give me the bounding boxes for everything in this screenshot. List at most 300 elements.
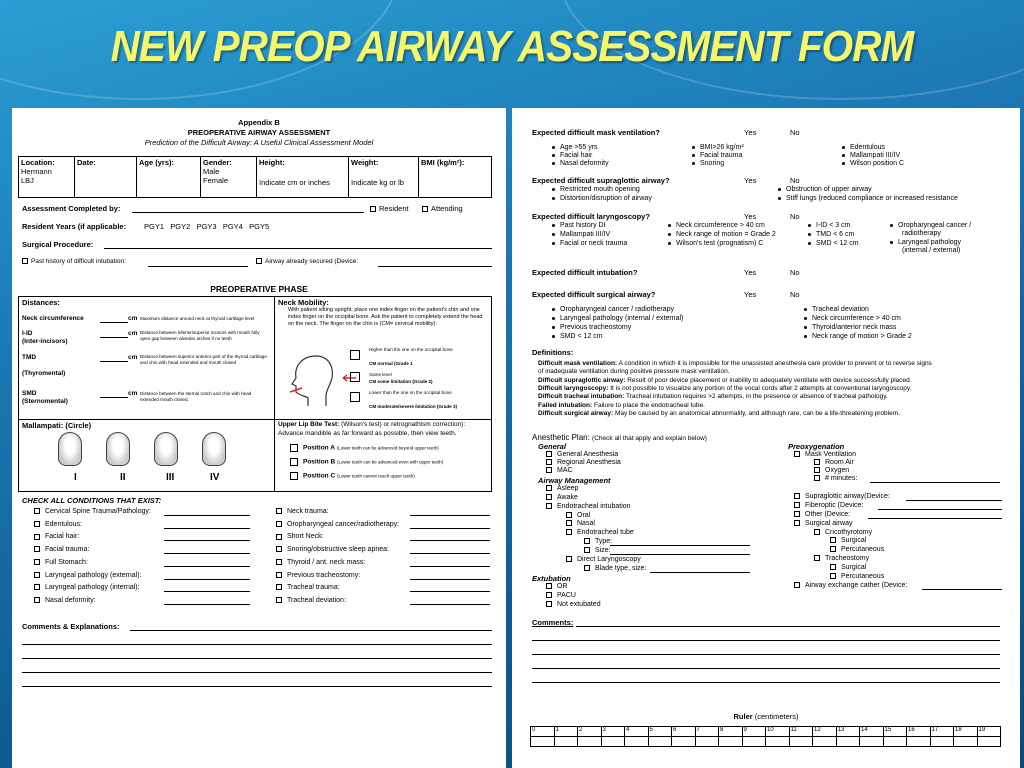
minutes-field[interactable] [870, 482, 1000, 483]
pgy-option[interactable]: PGY5 [249, 222, 270, 231]
cm-option-text: Higher than the one on the occipital bone [369, 347, 453, 352]
weight-field[interactable] [349, 157, 419, 198]
ruler-tick-label: 11 [789, 727, 813, 737]
risk-factor[interactable]: I-ID < 3 cm [808, 222, 850, 229]
surgical-procedure-label: Surgical Procedure: [22, 240, 94, 249]
checkbox-icon [290, 444, 298, 452]
comments-line[interactable] [22, 672, 492, 673]
ruler-tick-label: 5 [648, 727, 672, 737]
risk-factor[interactable]: Facial hair [552, 152, 592, 159]
plan-option[interactable]: Room Air [814, 459, 854, 466]
condition-field[interactable] [164, 553, 250, 554]
comments-field[interactable] [576, 626, 1000, 627]
plan-option[interactable]: Percutaneous [830, 573, 884, 580]
definition-row [538, 410, 900, 417]
plan-option[interactable]: Surgical [830, 537, 866, 544]
risk-factor[interactable]: Facial trauma [692, 152, 742, 159]
plan-option[interactable]: Awake [546, 494, 578, 501]
distance-description: Distance between inferior/superior incisors with mouth fully open gap between alveolar arches if no teeth [140, 330, 260, 341]
no-option[interactable]: No [790, 176, 800, 185]
risk-factor[interactable]: Past history DI [552, 222, 606, 229]
form-heading: PREOPERATIVE AIRWAY ASSESSMENT [187, 128, 331, 137]
ruler-cell [860, 737, 884, 747]
risk-factor[interactable]: Mallampati III/IV [842, 152, 900, 159]
yes-option[interactable]: Yes [744, 212, 757, 221]
position-description: (Lower teeth can be advanced even with upper teeth) [336, 459, 444, 465]
ulbt-instructions: Advance mandible as far forward as possible, then view teeth. [278, 430, 457, 437]
ruler-cell [836, 737, 860, 747]
distance-subname: (Thyromental) [22, 370, 66, 377]
comments-line[interactable] [532, 654, 1000, 655]
plan-option[interactable]: Fiberoptic (Device: [794, 502, 863, 509]
cm-option-grade: CM moderate/severe limitation (Grade 3) [369, 404, 458, 409]
condition-item[interactable]: Facial trauma: [34, 546, 89, 553]
plan-option[interactable]: Regional Anesthesia [546, 459, 621, 466]
comments-line[interactable] [22, 686, 492, 687]
yes-option[interactable]: Yes [744, 290, 757, 299]
airway-secured-field[interactable] [378, 266, 492, 267]
tube-size-field[interactable] [610, 554, 750, 555]
completed-by-field[interactable] [132, 212, 364, 213]
mallampati-grade-label[interactable]: IV [210, 472, 220, 483]
condition-field[interactable] [164, 528, 250, 529]
mallampati-class-3-image[interactable] [154, 432, 178, 466]
ruler-cell [766, 737, 790, 747]
pgy-option[interactable]: PGY2 [170, 222, 191, 231]
comments-field[interactable] [130, 630, 492, 631]
ruler-cell [648, 737, 672, 747]
airway-secured-label: Airway already secured (Device: [265, 258, 359, 265]
ruler-cell [954, 737, 978, 747]
ulbt-note: (Wilson's test) or retrognathism correction): [341, 421, 466, 428]
ruler-cell [719, 737, 743, 747]
position-label: Position A [303, 444, 335, 452]
cm-grade3-checkbox[interactable] [350, 392, 360, 402]
date-label: Date: [77, 158, 96, 167]
risk-factor[interactable]: Laryngeal pathology [890, 239, 961, 246]
distance-field[interactable] [100, 397, 128, 398]
ruler-tick-label: 16 [907, 727, 931, 737]
condition-field[interactable] [410, 540, 490, 541]
attending-label: Attending [431, 204, 463, 213]
distance-subname: (Sternomental) [22, 398, 68, 405]
risk-factor[interactable]: Neck range of motion > Grade 2 [804, 333, 912, 340]
plan-option[interactable]: PACU [546, 592, 576, 599]
pgy-options[interactable] [144, 222, 269, 231]
condition-field[interactable] [164, 579, 250, 580]
plan-option[interactable]: MAC [546, 467, 573, 474]
ruler-tick-label: 2 [578, 727, 602, 737]
blade-field[interactable] [650, 572, 750, 573]
definition-term: Difficult surgical airway: [538, 409, 614, 417]
risk-factor[interactable]: Neck circumference > 40 cm [668, 222, 765, 229]
condition-field[interactable] [410, 566, 490, 567]
distance-field[interactable] [100, 322, 128, 323]
ruler-tick-label: 3 [601, 727, 625, 737]
past-history-checkbox[interactable] [22, 258, 126, 265]
question-surgical-airway: Expected difficult surgical airway? [532, 290, 656, 299]
plan-option[interactable]: Endotracheal intubation [546, 503, 631, 510]
ruler-cell [625, 737, 649, 747]
distance-unit: cm [128, 330, 138, 337]
pgy-option[interactable]: PGY1 [144, 222, 165, 231]
comments-line[interactable] [22, 644, 492, 645]
condition-item[interactable]: Laryngeal pathology (external): [34, 572, 142, 579]
checkbox-icon [290, 472, 298, 480]
condition-field[interactable] [410, 553, 490, 554]
risk-factor[interactable]: SMD < 12 cm [808, 240, 859, 247]
yes-option[interactable]: Yes [744, 128, 757, 137]
attending-checkbox[interactable] [422, 204, 463, 213]
ruler-cell [883, 737, 907, 747]
ruler-unit: (centimeters) [754, 712, 799, 721]
cm-option-grade: CM normal (Grade 1 [369, 361, 413, 366]
ruler-tick-label: 9 [742, 727, 766, 737]
distance-description: Maximum distance around neck at thyroid cartilage level [140, 316, 255, 321]
resident-label: Resident [379, 204, 409, 213]
appendix-label: Appendix B [238, 118, 280, 127]
column-divider [274, 296, 275, 492]
risk-factor[interactable]: Mallampati III/IV [552, 231, 610, 238]
definition-row [538, 368, 730, 375]
definition-row [538, 385, 911, 392]
no-option[interactable]: No [790, 128, 800, 137]
definition-text: It is not possible to visualize any portion of the vocal cords after 2 attempts at conventional laryngoscopy. [610, 384, 912, 392]
ruler-cell [813, 737, 837, 747]
definition-row [538, 377, 912, 384]
plan-option[interactable]: Endotracheal tube [566, 529, 634, 536]
plan-option[interactable]: Airway exchange cather (Device: [794, 582, 907, 589]
position-description: (Lower teeth cannot reach upper teeth) [336, 473, 415, 479]
risk-factor[interactable]: BMI>26 kg/m² [692, 144, 744, 151]
plan-option[interactable]: Tracheostomy [814, 555, 869, 562]
position-b-checkbox[interactable] [290, 458, 443, 466]
condition-item[interactable]: Tracheal deviation: [276, 597, 346, 604]
plan-option[interactable]: Cricothyrotomy [814, 529, 872, 536]
comments-label: Comments: [532, 618, 574, 627]
preoxygenation-heading: Preoxygenation [788, 442, 845, 451]
ruler-tick-label: 18 [954, 727, 978, 737]
mallampati-grade-label[interactable]: III [166, 472, 175, 483]
anesthetic-plan-note: (Check all that apply and explain below) [592, 435, 707, 442]
definition-row [538, 402, 705, 409]
plan-option[interactable]: Type: [584, 538, 612, 545]
pgy-option[interactable]: PGY3 [196, 222, 217, 231]
risk-factor[interactable]: Neck range of motion = Grade 2 [668, 231, 776, 238]
question-mask-ventilation: Expected difficult mask ventilation? [532, 128, 660, 137]
checkbox-icon [370, 206, 376, 212]
condition-item[interactable]: Previous tracheostomy: [276, 572, 360, 579]
risk-factor[interactable]: Wilson's test (prognatism) C [668, 240, 763, 247]
ruler-tick-label: 0 [531, 727, 555, 737]
mallampati-class-1-image[interactable] [58, 432, 82, 466]
form-page-left [12, 108, 506, 768]
condition-field[interactable] [410, 528, 490, 529]
row-divider [18, 419, 492, 420]
plan-option[interactable]: General Anesthesia [546, 451, 618, 458]
ruler-cell [977, 737, 1001, 747]
definitions-heading: Definitions: [532, 348, 574, 357]
comments-line[interactable] [532, 682, 1000, 683]
distance-unit: cm [128, 354, 138, 361]
airway-secured-checkbox[interactable] [256, 258, 358, 265]
plan-option[interactable]: Nasal [566, 520, 595, 527]
gender-option-female[interactable]: Female [203, 176, 229, 185]
general-heading: General [538, 442, 566, 451]
neck-mobility-instructions: With patient sitting upright, place one index finger on the patient's chin and one index finger on the occipital bone. Ask the patient to completely extend the head on the neck. The finger on the chin is (CM= cervical mobility): [288, 307, 483, 327]
plan-option[interactable]: OR [546, 583, 568, 590]
condition-item[interactable]: Short Neck: [276, 533, 324, 540]
comments-line[interactable] [22, 658, 492, 659]
risk-factor[interactable]: Snoring [692, 160, 724, 167]
risk-factor-continued: radiotherapy [902, 230, 941, 237]
surgical-procedure-field[interactable] [104, 248, 492, 249]
distance-description: Distance between superior anterior part of the thyroid cartilage and chin with head extended and mouth closed [140, 354, 267, 365]
resident-checkbox[interactable] [370, 204, 409, 213]
weight-label: Weight: [351, 158, 379, 167]
age-label: Age (yrs): [139, 158, 175, 167]
risk-factor[interactable]: Nasal deformity [552, 160, 609, 167]
resident-years-label: Resident Years (if applicable: [22, 222, 127, 231]
mallampati-images [46, 432, 238, 471]
question-supraglottic: Expected difficult supraglottic airway? [532, 176, 670, 185]
device-field[interactable] [906, 500, 1002, 501]
risk-factor-continued: (internal / external) [902, 247, 961, 254]
cm-grade2-checkbox[interactable] [350, 372, 360, 382]
definition-term: Failed intubation: [538, 401, 593, 409]
pgy-option[interactable]: PGY4 [222, 222, 243, 231]
checkbox-icon [22, 258, 28, 264]
condition-field[interactable] [410, 579, 490, 580]
device-field[interactable] [868, 518, 1002, 519]
ruler-scale [530, 726, 1001, 747]
risk-factor[interactable]: Laryngeal pathology (internal / external) [552, 315, 683, 322]
form-subheading: Prediction of the Difficult Airway: A Useful Clinical Assessment Model [144, 138, 374, 147]
cm-option-grade: CM some limitation (Grade 2) [369, 379, 433, 384]
date-field[interactable] [75, 157, 137, 198]
risk-factor[interactable]: Thyroid/anterior neck mass [804, 324, 896, 331]
definition-text: Result of poor device placement or inability to adequately ventilate with device successfully placed. [627, 376, 912, 384]
height-label: Height: [259, 158, 285, 167]
condition-field[interactable] [164, 540, 250, 541]
checkbox-icon [422, 206, 428, 212]
ruler-label: Ruler [733, 712, 753, 721]
distance-name: I-ID [22, 330, 33, 337]
plan-option[interactable]: Percutaneous [830, 546, 884, 553]
ruler-tick-label: 6 [672, 727, 696, 737]
location-option-hermann[interactable]: Hermann [21, 167, 52, 176]
completed-by-label: Assessment Completed by: [22, 204, 121, 213]
comments-line[interactable] [532, 640, 1000, 641]
checkbox-icon [290, 458, 298, 466]
definition-term: Difficult laryngoscopy: [538, 384, 609, 392]
definition-row [538, 360, 932, 367]
position-a-checkbox[interactable] [290, 444, 439, 452]
definition-term: Difficult mask ventilation: [538, 360, 618, 367]
plan-option[interactable]: Not extubated [546, 601, 601, 608]
position-c-checkbox[interactable] [290, 472, 415, 480]
plan-option[interactable]: Blade type, size: [584, 565, 646, 572]
mallampati-label: Mallampati: (Circle) [22, 421, 92, 430]
bmi-field[interactable] [419, 157, 492, 198]
definition-text: of inadequate ventilation during positive pressure mask ventilation. [538, 368, 730, 376]
ruler-cell [742, 737, 766, 747]
risk-factor[interactable]: Obstruction of upper airway [778, 186, 872, 193]
definition-row [538, 393, 888, 400]
condition-item[interactable]: Edentulous: [34, 521, 82, 528]
condition-field[interactable] [410, 604, 490, 605]
ruler-cell [695, 737, 719, 747]
risk-factor[interactable]: Oropharyngeal cancer / radiotherapy [552, 306, 674, 313]
plan-option[interactable]: Asleep [546, 485, 578, 492]
risk-factor[interactable]: Wilson position C [842, 160, 904, 167]
anesthetic-plan-label: Anesthetic Plan: [532, 433, 590, 442]
check-conditions-heading: CHECK ALL CONDITIONS THAT EXIST: [22, 496, 162, 505]
preoperative-phase-heading: PREOPERATIVE PHASE [210, 284, 308, 294]
ruler-tick-label: 13 [836, 727, 860, 737]
condition-field[interactable] [164, 515, 250, 516]
distance-field[interactable] [100, 337, 128, 338]
plan-option[interactable]: # minutes: [814, 475, 857, 482]
airway-management-heading: Airway Management [538, 476, 611, 485]
plan-option[interactable]: Direct Laryngoscopy [566, 556, 641, 563]
risk-factor[interactable]: Previous tracheostomy [552, 324, 631, 331]
device-field[interactable] [878, 509, 1002, 510]
risk-factor[interactable]: TMD < 6 cm [808, 231, 854, 238]
ruler-cell [907, 737, 931, 747]
form-page-right [512, 108, 1020, 768]
condition-item[interactable]: Cervical Spine Trauma/Pathology: [34, 508, 151, 515]
ruler-cell [578, 737, 602, 747]
condition-item[interactable]: Tracheal trauma: [276, 584, 340, 591]
no-option[interactable]: No [790, 212, 800, 221]
ruler-tick-label: 12 [813, 727, 837, 737]
risk-factor[interactable]: Distortion/disruption of airway [552, 195, 652, 202]
ruler-tick-label: 14 [860, 727, 884, 737]
position-label: Position C [303, 472, 336, 480]
risk-factor[interactable]: Age >55 yrs [552, 144, 598, 151]
mallampati-class-2-image[interactable] [106, 432, 130, 466]
risk-factor[interactable]: SMD < 12 cm [552, 333, 603, 340]
comments-line[interactable] [532, 668, 1000, 669]
plan-option[interactable]: Mask Ventilation [794, 451, 856, 458]
risk-factor[interactable]: Stiff lungs (reduced compliance or increased resistance [778, 195, 958, 202]
distances-label: Distances: [22, 298, 60, 307]
plan-option[interactable]: Oxygen [814, 467, 849, 474]
definition-text: Tracheal intubation requires >2 attempts, in the presence or absence of tracheal pathology. [626, 393, 888, 401]
condition-item[interactable]: Laryngeal pathology (internal): [34, 584, 140, 591]
risk-factor[interactable]: Edentulous [842, 144, 885, 151]
mallampati-class-4-image[interactable] [202, 432, 226, 466]
comments-label: Comments & Explanations: [22, 622, 120, 631]
ruler-tick-label: 4 [625, 727, 649, 737]
risk-factor[interactable]: Facial or neck trauma [552, 240, 627, 247]
risk-factor[interactable]: Tracheal deviation [804, 306, 869, 313]
slide-title: NEW PREOP AIRWAY ASSESSMENT FORM [110, 22, 914, 71]
plan-option[interactable]: Surgical airway [794, 520, 852, 527]
distance-name: Neck circumference [22, 315, 84, 322]
plan-option[interactable]: Surgical [830, 564, 866, 571]
ruler-cell [531, 737, 555, 747]
distance-unit: cm [128, 315, 138, 322]
past-history-label: Past history of difficult intubation: [31, 258, 126, 265]
condition-field[interactable] [164, 566, 250, 567]
definition-text: Failure to place the endotracheal tube. [593, 401, 705, 409]
ruler-tick-label: 8 [719, 727, 743, 737]
mallampati-grade-label[interactable]: II [120, 472, 126, 483]
device-field[interactable] [922, 589, 1002, 590]
yes-option[interactable]: Yes [744, 176, 757, 185]
plan-option[interactable]: Other (Device: [794, 511, 850, 518]
no-option[interactable]: No [790, 268, 800, 277]
condition-item[interactable]: Neck trauma: [276, 508, 329, 515]
tube-type-field[interactable] [610, 545, 750, 546]
ruler-tick-label: 1 [554, 727, 578, 737]
plan-option[interactable]: Oral [566, 512, 590, 519]
location-label: Location: [21, 158, 55, 167]
mallampati-grade-label[interactable]: I [74, 472, 77, 483]
position-label: Position B [303, 458, 336, 466]
location-option-lbj[interactable]: LBJ [21, 176, 34, 185]
condition-item[interactable]: Full Stomach: [34, 559, 88, 566]
cm-grade1-checkbox[interactable] [350, 350, 360, 360]
distance-description: Distance between the sternal notch and chin with head extended mouth closed. [140, 391, 252, 402]
distance-name: TMD [22, 354, 37, 361]
distance-subname: (Inter-incisors) [22, 338, 68, 345]
distance-name: SMD [22, 390, 37, 397]
ruler-cell [672, 737, 696, 747]
condition-field[interactable] [164, 591, 250, 592]
condition-item[interactable]: Nasal deformity: [34, 597, 96, 604]
ruler-tick-label: 17 [930, 727, 954, 737]
ruler-cell [789, 737, 813, 747]
weight-unit-note: Indicate kg or lb [351, 178, 404, 187]
gender-option-male[interactable]: Male [203, 167, 220, 176]
ruler-tick-label: 15 [883, 727, 907, 737]
risk-factor[interactable]: Restricted mouth opening [552, 186, 640, 193]
condition-item[interactable]: Facial hair: [34, 533, 79, 540]
condition-item[interactable]: Snoring/obstructive sleep apnea: [276, 546, 389, 553]
plan-option[interactable]: Supraglottic airway(Device: [794, 493, 890, 500]
past-history-field[interactable] [148, 266, 248, 267]
ruler-tick-label: 10 [766, 727, 790, 737]
question-intubation: Expected difficult intubation? [532, 268, 638, 277]
condition-item[interactable]: Oropharyngeal cancer/radiotherapy: [276, 521, 399, 528]
cm-option-text: Lower than the one on the occipital bone [369, 390, 452, 395]
condition-field[interactable] [410, 515, 490, 516]
definition-term: Difficult supraglottic airway: [538, 376, 626, 384]
neck-mobility-label: Neck Mobility: [278, 298, 329, 307]
yes-option[interactable]: Yes [744, 268, 757, 277]
condition-field[interactable] [164, 604, 250, 605]
definition-term: Difficult tracheal intubation: [538, 393, 625, 401]
ulbt-label: Upper Lip Bite Test: [278, 421, 340, 428]
height-field[interactable] [257, 157, 349, 198]
extubation-heading: Extubation [532, 574, 571, 583]
height-unit-note: Indicate cm or inches [259, 178, 330, 187]
definition-text: A condition in which it is impossible for the unassisted anesthesia care provider to prevent or to reverse signs [618, 360, 932, 367]
condition-item[interactable]: Thyroid / ant. neck mass: [276, 559, 365, 566]
no-option[interactable]: No [790, 290, 800, 299]
risk-factor[interactable]: Oropharyngeal cancer / [890, 222, 971, 229]
age-field[interactable] [137, 157, 201, 198]
distance-field[interactable] [100, 361, 128, 362]
risk-factor[interactable]: Neck circumference > 40 cm [804, 315, 901, 322]
plan-option[interactable]: Size: [584, 547, 611, 554]
checkbox-icon [256, 258, 262, 264]
condition-field[interactable] [410, 591, 490, 592]
ruler-cell [930, 737, 954, 747]
